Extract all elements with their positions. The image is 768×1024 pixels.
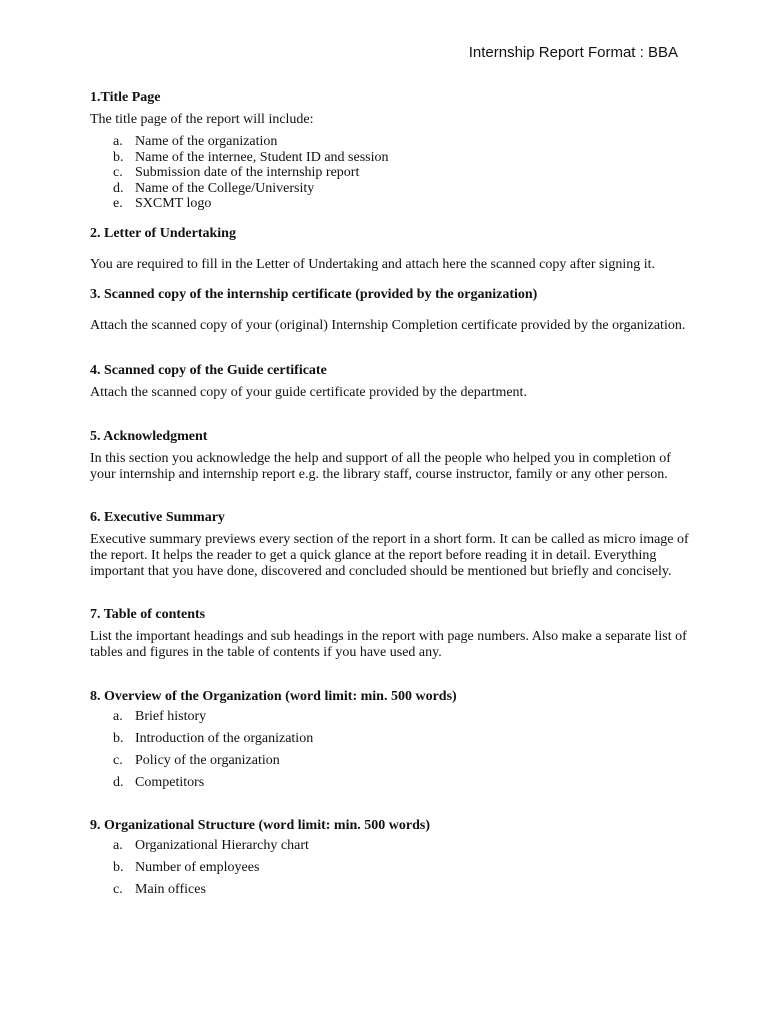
document-body bbox=[90, 90, 690, 901]
section-body: List the important headings and sub headings in the report with page numbers. Also make a separate list of tables and figures in the table of contents if you have used any. bbox=[90, 628, 687, 660]
section-heading: 8. Overview of the Organization (word limit: min. 500 words) bbox=[90, 688, 457, 704]
list-marker: c. bbox=[113, 881, 123, 897]
section-guide-certificate bbox=[90, 363, 690, 401]
list-item bbox=[90, 857, 690, 879]
list-item-text: Name of the internee, Student ID and session bbox=[135, 149, 389, 165]
title-page-list bbox=[90, 134, 690, 212]
list-marker: c. bbox=[113, 752, 123, 768]
section-body: Attach the scanned copy of your (original) Internship Completion certificate provided by the organization. bbox=[90, 317, 686, 333]
list-item-text: Introduction of the organization bbox=[135, 730, 314, 746]
list-item bbox=[90, 772, 690, 794]
list-item-text: Number of employees bbox=[135, 859, 260, 875]
section-heading: 4. Scanned copy of the Guide certificate bbox=[90, 362, 327, 378]
list-marker: d. bbox=[113, 180, 124, 196]
list-item bbox=[90, 150, 690, 166]
running-header: Internship Report Format : BBA bbox=[468, 44, 678, 61]
list-item bbox=[90, 165, 690, 181]
section-table-of-contents bbox=[90, 607, 690, 661]
list-marker: d. bbox=[113, 774, 124, 790]
list-item-text: Submission date of the internship report bbox=[135, 165, 360, 180]
list-item-text: SXCMT logo bbox=[135, 196, 212, 211]
list-marker: a. bbox=[113, 837, 123, 853]
section-body: In this section you acknowledge the help and support of all the people who helped you in completion of your internship and internship report e.g. the library staff, course instructor, family or any other person. bbox=[90, 450, 671, 482]
section-heading: 1.Title Page bbox=[90, 90, 161, 105]
section-letter-of-undertaking bbox=[90, 226, 690, 273]
list-item bbox=[90, 835, 690, 857]
list-item-text: Competitors bbox=[135, 774, 205, 790]
list-item bbox=[90, 728, 690, 750]
list-item-text: Organizational Hierarchy chart bbox=[135, 837, 309, 853]
section-acknowledgment bbox=[90, 429, 690, 483]
section-heading: 6. Executive Summary bbox=[90, 509, 225, 525]
section-organizational-structure bbox=[90, 818, 690, 901]
list-marker: b. bbox=[113, 730, 124, 746]
section-heading: 3. Scanned copy of the internship certificate (provided by the organization) bbox=[90, 286, 538, 302]
list-item-text: Policy of the organization bbox=[135, 752, 280, 768]
list-marker: c. bbox=[113, 165, 123, 180]
list-item bbox=[90, 181, 690, 197]
list-marker: e. bbox=[113, 196, 123, 211]
list-item bbox=[90, 706, 690, 728]
section-executive-summary bbox=[90, 510, 690, 580]
section-internship-certificate bbox=[90, 287, 690, 334]
list-item-text: Main offices bbox=[135, 881, 206, 897]
section-heading: 9. Organizational Structure (word limit: min. 500 words) bbox=[90, 817, 430, 833]
section-heading: 5. Acknowledgment bbox=[90, 428, 208, 444]
list-marker: a. bbox=[113, 708, 123, 724]
list-item bbox=[90, 196, 690, 212]
list-item-text: Name of the organization bbox=[135, 134, 278, 149]
section-body: Executive summary previews every section of the report in a short form. It can be called as micro image of the report. It helps the reader to get a quick glance at the report before reading it in detail. Everything important that you have done, discovered and concluded should be mentioned but briefly and concisely. bbox=[90, 531, 689, 579]
section-title-page bbox=[90, 90, 690, 212]
list-item bbox=[90, 134, 690, 150]
list-marker: b. bbox=[113, 149, 124, 165]
organizational-structure-list bbox=[90, 835, 690, 901]
list-item bbox=[90, 750, 690, 772]
section-body: You are required to fill in the Letter of Undertaking and attach here the scanned copy after signing it. bbox=[90, 256, 655, 272]
section-heading: 2. Letter of Undertaking bbox=[90, 225, 236, 241]
list-item bbox=[90, 879, 690, 901]
section-heading: 7. Table of contents bbox=[90, 606, 206, 622]
section-intro: The title page of the report will include: bbox=[90, 112, 314, 127]
organization-overview-list bbox=[90, 706, 690, 794]
section-organization-overview bbox=[90, 689, 690, 794]
list-marker: a. bbox=[113, 134, 123, 149]
list-item-text: Brief history bbox=[135, 708, 207, 724]
list-marker: b. bbox=[113, 859, 124, 875]
list-item-text: Name of the College/University bbox=[135, 180, 315, 196]
section-body: Attach the scanned copy of your guide certificate provided by the department. bbox=[90, 384, 527, 400]
